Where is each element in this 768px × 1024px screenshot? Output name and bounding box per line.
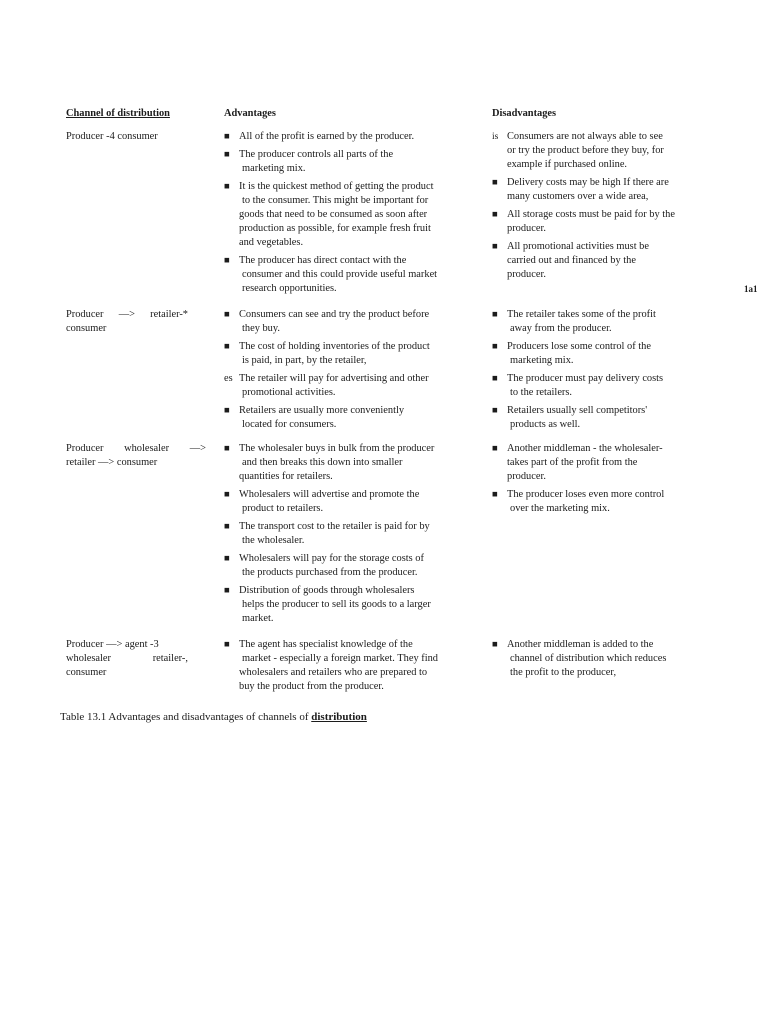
bullet-marker: ■: [492, 406, 498, 416]
list-item: [224, 254, 478, 296]
item-text: channel of distribution which reduces: [510, 653, 667, 664]
bullet-marker: ■: [492, 490, 498, 500]
row-channel: [66, 638, 188, 680]
item-text: quantities for retailers.: [239, 471, 333, 482]
header-channel: Channel of distribution: [66, 108, 170, 119]
item-text: production as possible, for example fresh fruit: [239, 223, 431, 234]
item-text: they buy.: [242, 323, 280, 334]
disadvantages-list: [492, 442, 712, 520]
item-text: to the retailers.: [510, 387, 573, 398]
item-text: products as well.: [510, 419, 581, 430]
item-text: Consumers are not always able to see: [507, 131, 663, 142]
item-text: located for consumers.: [242, 419, 337, 430]
item-text: the profit to the producer,: [510, 667, 617, 678]
bullet-marker: ■: [492, 178, 498, 188]
advantages-list: [224, 308, 478, 436]
item-text: Retailers usually sell competitors': [507, 405, 648, 416]
item-text: and then breaks this down into smaller: [242, 457, 403, 468]
item-text: helps the producer to sell its goods to a larger: [242, 599, 431, 610]
list-item: [224, 340, 478, 368]
item-text: wholesalers and retailers who are prepared to: [239, 667, 428, 678]
list-item: [492, 488, 712, 516]
list-item: [492, 638, 712, 680]
bullet-marker: ■: [224, 490, 230, 500]
row-channel: [66, 130, 206, 144]
item-text: The producer has direct contact with the: [239, 255, 407, 266]
advantages-list: [224, 638, 478, 698]
bullet-marker: ■: [224, 444, 230, 454]
bullet-marker: ■: [492, 374, 498, 384]
item-text: market.: [242, 613, 274, 624]
item-text: The transport cost to the retailer is paid for by: [239, 521, 430, 532]
disadvantages-list: [492, 638, 712, 684]
list-item: [492, 404, 712, 432]
item-text: example if purchased online.: [507, 159, 628, 170]
item-text: many customers over a wide area,: [507, 191, 649, 202]
advantages-list: [224, 130, 478, 300]
bullet-marker: ■: [224, 640, 230, 650]
list-item: [224, 552, 478, 580]
list-item: [492, 208, 712, 236]
bullet-marker: es: [224, 373, 233, 384]
item-text: carried out and financed by the: [507, 255, 636, 266]
bullet-marker: ■: [492, 210, 498, 220]
list-item: [224, 404, 478, 432]
item-text: Distribution of goods through wholesalers: [239, 585, 415, 596]
channel-line: Producer —> retailer-*: [66, 309, 188, 320]
list-item: [492, 240, 712, 282]
bullet-marker: ■: [492, 444, 498, 454]
channel-line: Producer —> agent -3: [66, 639, 159, 650]
item-text: the products purchased from the producer.: [242, 567, 418, 578]
item-text: Delivery costs may be high If there are: [507, 177, 669, 188]
header-disadvantages: Disadvantages: [492, 108, 557, 119]
channel-line: wholesaler retailer-,: [66, 653, 188, 664]
list-item: [492, 176, 712, 204]
item-text: consumer and this could provide useful market: [242, 269, 438, 280]
item-text: away from the producer.: [510, 323, 612, 334]
list-item: [492, 308, 712, 336]
bullet-marker: ■: [224, 522, 230, 532]
item-text: over the marketing mix.: [510, 503, 610, 514]
item-text: market - especially a foreign market. They find: [242, 653, 438, 664]
item-text: marketing mix.: [510, 355, 574, 366]
item-text: or try the product before they buy, for: [507, 145, 664, 156]
caption-bold: distribution: [311, 711, 367, 723]
list-item: [224, 130, 478, 144]
bullet-marker: ■: [224, 182, 230, 192]
bullet-marker: ■: [492, 640, 498, 650]
item-text: research opportunities.: [242, 283, 337, 294]
bullet-marker: ■: [224, 406, 230, 416]
item-text: All storage costs must be paid for by the: [507, 209, 675, 220]
item-text: Wholesalers will pay for the storage costs of: [239, 553, 424, 564]
bullet-marker: ■: [224, 310, 230, 320]
list-item: [492, 372, 712, 400]
item-text: Retailers are usually more conveniently: [239, 405, 405, 416]
item-text: the wholesaler.: [242, 535, 305, 546]
item-text: is paid, in part, by the retailer,: [242, 355, 367, 366]
advantages-list: [224, 442, 478, 630]
caption-text: Table 13.1 Advantages and disadvantages of channels of: [60, 711, 312, 723]
item-text: to the consumer. This might be important for: [242, 195, 429, 206]
item-text: Consumers can see and try the product before: [239, 309, 430, 320]
channel-line: retailer —> consumer: [66, 457, 158, 468]
list-item: [492, 442, 712, 484]
bullet-marker: is: [492, 132, 499, 142]
list-item: [224, 488, 478, 516]
item-text: takes part of the profit from the: [507, 457, 638, 468]
item-text: promotional activities.: [242, 387, 336, 398]
item-text: goods that need to be consumed as soon after: [239, 209, 428, 220]
header-advantages: Advantages: [224, 108, 276, 119]
item-text: The agent has specialist knowledge of the: [239, 639, 413, 650]
item-text: buy the product from the producer.: [239, 681, 384, 692]
item-text: The cost of holding inventories of the product: [239, 341, 430, 352]
item-text: All of the profit is earned by the producer.: [239, 131, 415, 142]
bullet-marker: ■: [224, 150, 230, 160]
page-mark: 1a1: [744, 284, 758, 294]
item-text: product to retailers.: [242, 503, 324, 514]
bullet-marker: ■: [224, 342, 230, 352]
list-item: [224, 372, 478, 400]
bullet-marker: ■: [492, 342, 498, 352]
channel-line: Producer -4 consumer: [66, 131, 158, 142]
item-text: The producer controls all parts of the: [239, 149, 394, 160]
channel-line: Producer wholesaler —>: [66, 443, 206, 454]
item-text: The retailer takes some of the profit: [507, 309, 656, 320]
bullet-marker: ■: [224, 554, 230, 564]
list-item: [492, 340, 712, 368]
item-text: Another middleman - the wholesaler-: [507, 443, 663, 454]
item-text: All promotional activities must be: [507, 241, 649, 252]
list-item: [224, 308, 478, 336]
channel-line: consumer: [66, 323, 107, 334]
list-item: [492, 130, 712, 172]
item-text: Another middleman is added to the: [507, 639, 654, 650]
item-text: It is the quickest method of getting the product: [239, 181, 434, 192]
item-text: The producer must pay delivery costs: [507, 373, 664, 384]
row-channel: [66, 442, 206, 470]
bullet-marker: ■: [492, 310, 498, 320]
list-item: [224, 180, 478, 250]
bullet-marker: ■: [224, 256, 230, 266]
disadvantages-list: [492, 130, 712, 286]
row-channel: [66, 308, 188, 336]
item-text: Producers lose some control of the: [507, 341, 651, 352]
item-text: producer.: [507, 223, 546, 234]
list-item: [224, 584, 478, 626]
bullet-marker: ■: [224, 132, 230, 142]
disadvantages-list: [492, 308, 712, 436]
item-text: The wholesaler buys in bulk from the producer: [239, 443, 435, 454]
bullet-marker: ■: [224, 586, 230, 596]
item-text: marketing mix.: [242, 163, 306, 174]
item-text: and vegetables.: [239, 237, 304, 248]
item-text: The producer loses even more control: [507, 489, 665, 500]
list-item: [224, 520, 478, 548]
item-text: The retailer will pay for advertising and other: [239, 373, 429, 384]
channel-line: consumer: [66, 667, 107, 678]
table-caption: [60, 710, 367, 724]
list-item: [224, 442, 478, 484]
list-item: [224, 638, 478, 694]
bullet-marker: ■: [492, 242, 498, 252]
item-text: producer.: [507, 269, 546, 280]
list-item: [224, 148, 478, 176]
item-text: Wholesalers will advertise and promote the: [239, 489, 420, 500]
item-text: producer.: [507, 471, 546, 482]
